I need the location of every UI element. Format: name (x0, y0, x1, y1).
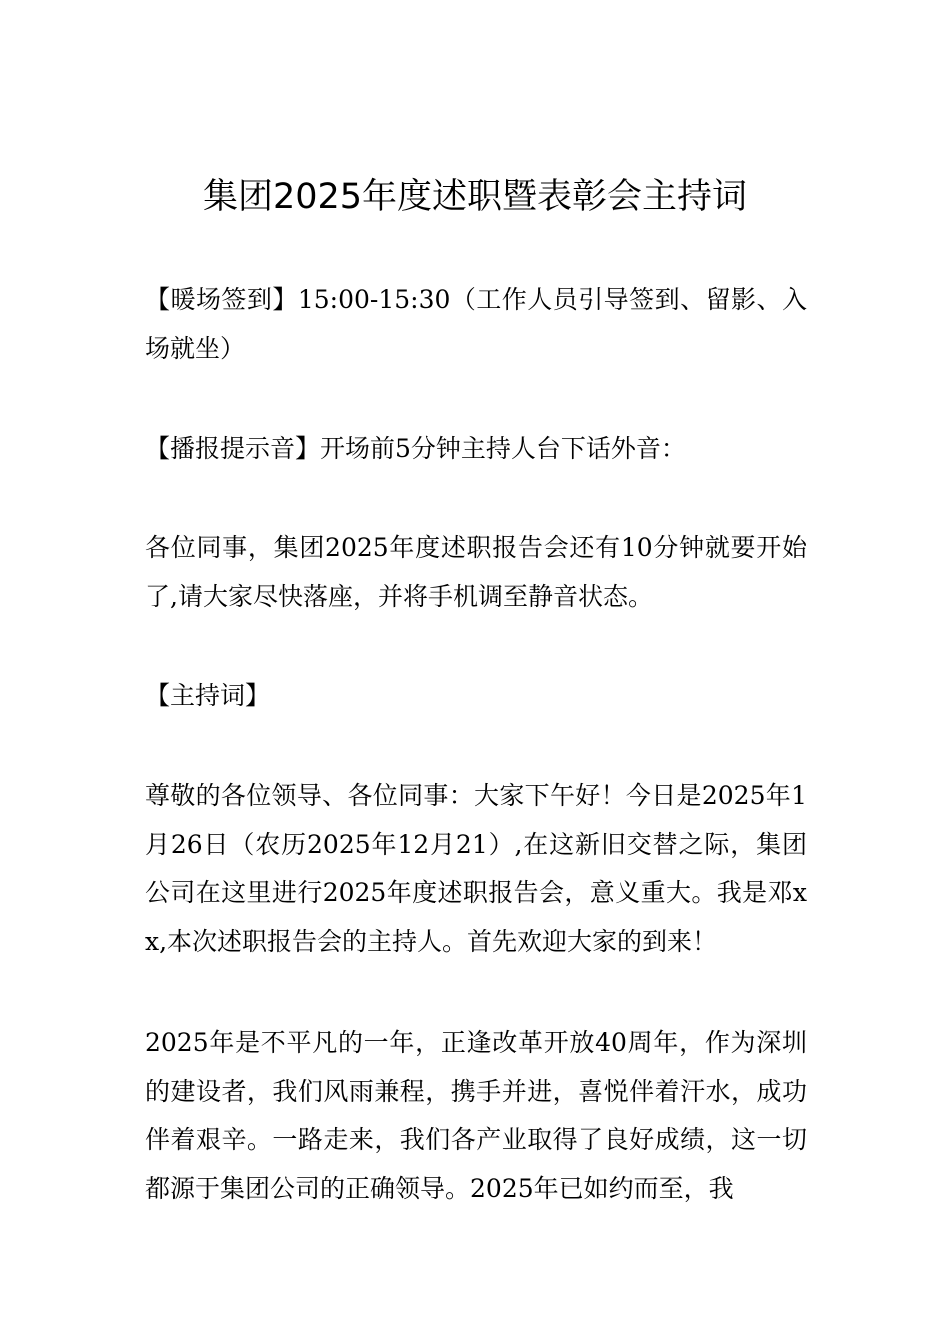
document-title: 集团2025年度述职暨表彰会主持词 (202, 177, 748, 217)
paragraph-broadcast-prompt: 【播报提示音】开场前5分钟主持人台下话外音： (145, 434, 686, 463)
paragraph-warmup-signin: 【暖场签到】15:00-15:30（工作人员引导签到、留影、入场就坐） (145, 285, 807, 363)
paragraph-year-review: 2025年是不平凡的一年，正逢改革开放40周年，作为深圳的建设者，我们风雨兼程，携手并进，喜悦伴着汗水，成功伴着艰辛。一路走来，我们各产业取得了良好成绩，这一切都源于集团公司的正确领导。2025年已如约而至，我 (145, 1028, 807, 1203)
paragraph-host-script-heading: 【主持词】 (145, 681, 271, 710)
paragraph-seating-notice: 各位同事，集团2025年度述职报告会还有10分钟就要开始了,请大家尽快落座，并将手机调至静音状态。 (145, 533, 807, 611)
paragraph-opening-greeting: 尊敬的各位领导、各位同事：大家下午好！今日是2025年1月26日（农历2025年12月21）,在这新旧交替之际，集团公司在这里进行2025年度述职报告会，意义重大。我是邓xx,本次述职报告会的主持人。首先欢迎大家的到来！ (145, 781, 807, 956)
